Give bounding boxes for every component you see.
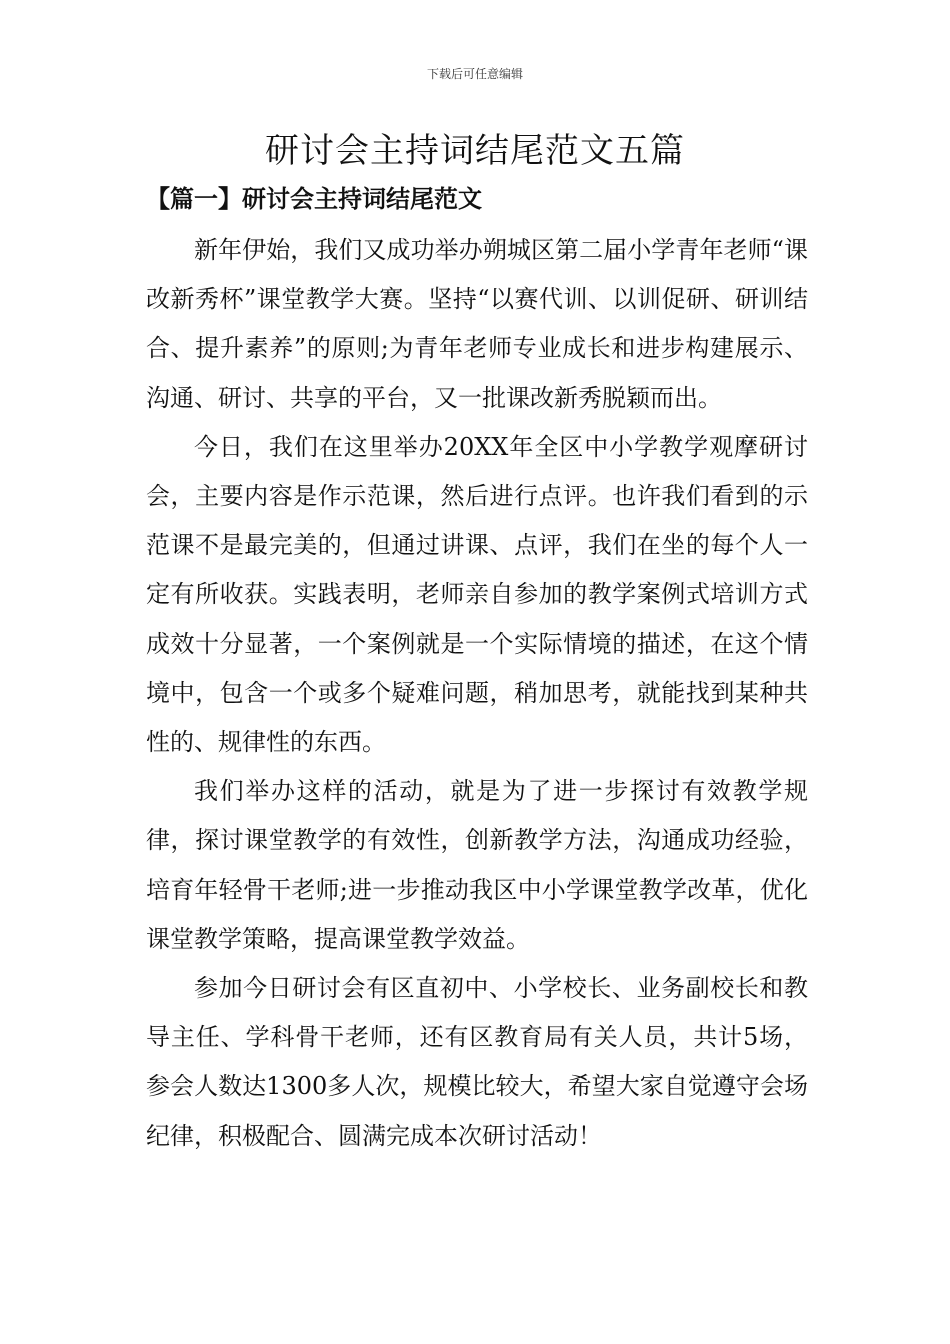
- document-body: [146, 226, 808, 1161]
- header-note: 下载后可任意编辑: [426, 67, 523, 81]
- section-heading: 【篇一】研讨会主持词结尾范文: [146, 184, 482, 213]
- paragraph-3: 我们举办这样的活动，就是为了进一步探讨有效教学规律，探讨课堂教学的有效性，创新教学方法，沟通成功经验，培育年轻骨干老师;进一步推动我区中小学课堂教学改革，优化课堂教学策略，提高课堂教学效益。: [146, 777, 808, 953]
- paragraph-1: 新年伊始，我们又成功举办朔城区第二届小学青年老师“课改新秀杯”课堂教学大赛。坚持“以赛代训、以训促研、研训结合、提升素养”的原则;为青年老师专业成长和进步构建展示、沟通、研讨、共享的平台，又一批课改新秀脱颖而出。: [146, 236, 808, 412]
- paragraph-4: 参加今日研讨会有区直初中、小学校长、业务副校长和教导主任、学科骨干老师，还有区教育局有关人员，共计5场，参会人数达1300多人次，规模比较大，希望大家自觉遵守会场纪律，积极配合、圆满完成本次研讨活动！: [146, 974, 808, 1150]
- paragraph-2: 今日，我们在这里举办20XX年全区中小学教学观摩研讨会，主要内容是作示范课，然后进行点评。也许我们看到的示范课不是最完美的，但通过讲课、点评，我们在坐的每个人一定有所收获。实践表明，老师亲自参加的教学案例式培训方式成效十分显著，一个案例就是一个实际情境的描述，在这个情境中，包含一个或多个疑难问题，稍加思考，就能找到某种共性的、规律性的东西。: [146, 432, 808, 757]
- document-title: 研讨会主持词结尾范文五篇: [265, 131, 685, 171]
